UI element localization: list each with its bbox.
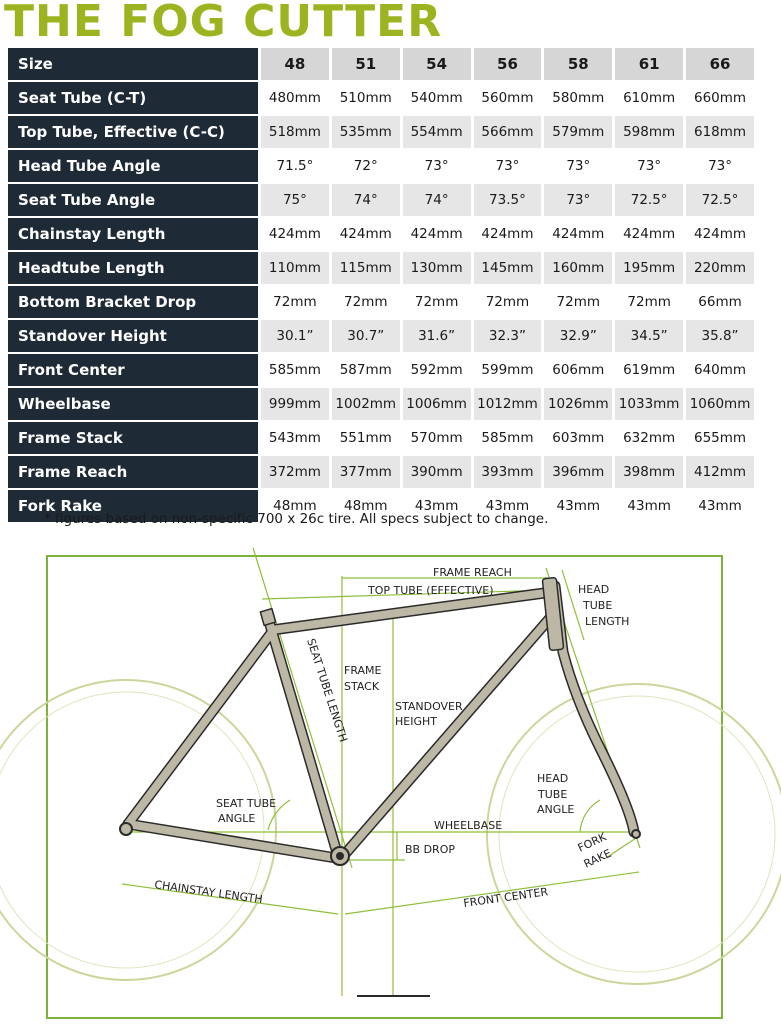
table-cell: 73° bbox=[683, 150, 754, 184]
row-label: Fork Rake bbox=[8, 490, 258, 524]
label-head-tube-angle-1: HEAD bbox=[537, 772, 569, 785]
seat-tube bbox=[268, 618, 338, 856]
table-cell: 72mm bbox=[612, 286, 683, 320]
table-cell: 73° bbox=[541, 184, 612, 218]
size-header: 56 bbox=[471, 48, 542, 82]
row-label: Seat Tube Angle bbox=[8, 184, 258, 218]
table-cell: 543mm bbox=[258, 422, 329, 456]
table-row bbox=[8, 218, 754, 252]
table-cell: 396mm bbox=[541, 456, 612, 490]
table-row bbox=[8, 456, 754, 490]
table-cell: 1006mm bbox=[400, 388, 471, 422]
table-cell: 1060mm bbox=[683, 388, 754, 422]
table-cell: 73° bbox=[541, 150, 612, 184]
row-label: Head Tube Angle bbox=[8, 150, 258, 184]
table-cell: 32.9” bbox=[541, 320, 612, 354]
table-cell: 535mm bbox=[329, 116, 400, 150]
table-cell: 43mm bbox=[400, 490, 471, 524]
table-cell: 145mm bbox=[471, 252, 542, 286]
row-label: Standover Height bbox=[8, 320, 258, 354]
table-cell: 551mm bbox=[329, 422, 400, 456]
label-front-center: FRONT CENTER bbox=[462, 885, 549, 910]
label-head-tube-length-1: HEAD bbox=[578, 583, 610, 596]
size-header: 48 bbox=[258, 48, 329, 82]
table-cell: 390mm bbox=[400, 456, 471, 490]
label-frame-reach: FRAME REACH bbox=[433, 566, 512, 579]
table-cell: 73.5° bbox=[471, 184, 542, 218]
table-cell: 598mm bbox=[612, 116, 683, 150]
table-cell: 72° bbox=[329, 150, 400, 184]
table-cell: 606mm bbox=[541, 354, 612, 388]
row-label: Top Tube, Effective (C-C) bbox=[8, 116, 258, 150]
table-cell: 1002mm bbox=[329, 388, 400, 422]
table-cell: 130mm bbox=[400, 252, 471, 286]
label-standover-2: HEIGHT bbox=[395, 715, 437, 728]
geometry-table bbox=[8, 48, 754, 524]
table-row bbox=[8, 184, 754, 218]
table-cell: 587mm bbox=[329, 354, 400, 388]
table-cell: 160mm bbox=[541, 252, 612, 286]
table-cell: 195mm bbox=[612, 252, 683, 286]
table-row bbox=[8, 422, 754, 456]
table-cell: 579mm bbox=[541, 116, 612, 150]
table-cell: 220mm bbox=[683, 252, 754, 286]
table-cell: 72mm bbox=[329, 286, 400, 320]
table-cell: 580mm bbox=[541, 82, 612, 116]
table-cell: 372mm bbox=[258, 456, 329, 490]
table-cell: 640mm bbox=[683, 354, 754, 388]
label-seat-tube-angle-2: ANGLE bbox=[218, 812, 256, 825]
table-cell: 72.5° bbox=[612, 184, 683, 218]
table-cell: 560mm bbox=[471, 82, 542, 116]
table-cell: 412mm bbox=[683, 456, 754, 490]
footnote: * figures based on non-specific 700 x 26c tire. All specs subject to change. bbox=[44, 511, 549, 527]
table-cell: 48mm bbox=[329, 490, 400, 524]
table-cell: 585mm bbox=[258, 354, 329, 388]
table-row bbox=[8, 388, 754, 422]
table-cell: 660mm bbox=[683, 82, 754, 116]
label-standover-1: STANDOVER bbox=[395, 700, 463, 713]
table-cell: 66mm bbox=[683, 286, 754, 320]
table-cell: 393mm bbox=[471, 456, 542, 490]
table-cell: 1026mm bbox=[541, 388, 612, 422]
table-cell: 632mm bbox=[612, 422, 683, 456]
rear-dropout bbox=[120, 823, 132, 835]
table-cell: 115mm bbox=[329, 252, 400, 286]
table-cell: 424mm bbox=[612, 218, 683, 252]
row-label: Front Center bbox=[8, 354, 258, 388]
seat-collar bbox=[260, 609, 275, 626]
row-label: Frame Reach bbox=[8, 456, 258, 490]
label-wheelbase: WHEELBASE bbox=[434, 819, 503, 832]
table-cell: 424mm bbox=[541, 218, 612, 252]
head-tube-angle-arc bbox=[580, 800, 600, 832]
row-label: Headtube Length bbox=[8, 252, 258, 286]
table-cell: 1012mm bbox=[471, 388, 542, 422]
table-cell: 74° bbox=[329, 184, 400, 218]
table-cell: 72mm bbox=[471, 286, 542, 320]
table-cell: 518mm bbox=[258, 116, 329, 150]
size-header: 51 bbox=[329, 48, 400, 82]
table-cell: 72mm bbox=[400, 286, 471, 320]
table-header-row bbox=[8, 48, 754, 82]
label-chainstay-length: CHAINSTAY LENGTH bbox=[153, 878, 264, 907]
label-head-tube-angle-3: ANGLE bbox=[537, 803, 575, 816]
chainstay bbox=[128, 824, 336, 858]
seatstay bbox=[128, 632, 272, 824]
table-cell: 655mm bbox=[683, 422, 754, 456]
label-frame-stack-1: FRAME bbox=[344, 664, 382, 677]
size-header: 61 bbox=[612, 48, 683, 82]
table-cell: 30.1” bbox=[258, 320, 329, 354]
table-cell: 34.5” bbox=[612, 320, 683, 354]
size-header: 54 bbox=[400, 48, 471, 82]
table-cell: 603mm bbox=[541, 422, 612, 456]
table-cell: 72mm bbox=[258, 286, 329, 320]
table-cell: 480mm bbox=[258, 82, 329, 116]
label-top-tube: TOP TUBE (EFFECTIVE) bbox=[368, 584, 494, 597]
table-cell: 610mm bbox=[612, 82, 683, 116]
front-dropout bbox=[632, 830, 640, 838]
table-row bbox=[8, 320, 754, 354]
table-cell: 570mm bbox=[400, 422, 471, 456]
row-label: Wheelbase bbox=[8, 388, 258, 422]
table-cell: 1033mm bbox=[612, 388, 683, 422]
label-seat-tube-length: SEAT TUBE LENGTH bbox=[304, 636, 350, 744]
table-cell: 43mm bbox=[683, 490, 754, 524]
table-row bbox=[8, 82, 754, 116]
table-cell: 566mm bbox=[471, 116, 542, 150]
row-label: Frame Stack bbox=[8, 422, 258, 456]
table-cell: 424mm bbox=[683, 218, 754, 252]
label-seat-tube-angle-1: SEAT TUBE bbox=[216, 797, 277, 810]
table-cell: 110mm bbox=[258, 252, 329, 286]
table-cell: 71.5° bbox=[258, 150, 329, 184]
table-row bbox=[8, 286, 754, 320]
table-cell: 592mm bbox=[400, 354, 471, 388]
page-title: THE FOG CUTTER bbox=[4, 0, 443, 47]
label-fork-rake-2: RAKE bbox=[581, 846, 614, 871]
size-header: 58 bbox=[541, 48, 612, 82]
table-cell: 73° bbox=[612, 150, 683, 184]
table-cell: 510mm bbox=[329, 82, 400, 116]
table-cell: 43mm bbox=[541, 490, 612, 524]
table-cell: 585mm bbox=[471, 422, 542, 456]
size-header: 66 bbox=[683, 48, 754, 82]
table-cell: 554mm bbox=[400, 116, 471, 150]
table-cell: 424mm bbox=[329, 218, 400, 252]
table-cell: 398mm bbox=[612, 456, 683, 490]
table-cell: 618mm bbox=[683, 116, 754, 150]
label-head-tube-length-3: LENGTH bbox=[585, 615, 630, 628]
table-cell: 73° bbox=[471, 150, 542, 184]
table-row bbox=[8, 150, 754, 184]
table-cell: 74° bbox=[400, 184, 471, 218]
frame-geometry-diagram bbox=[0, 548, 781, 1024]
table-cell: 75° bbox=[258, 184, 329, 218]
label-head-tube-length-2: TUBE bbox=[583, 599, 613, 612]
table-cell: 35.8” bbox=[683, 320, 754, 354]
table-cell: 31.6” bbox=[400, 320, 471, 354]
table-cell: 424mm bbox=[400, 218, 471, 252]
table-cell: 72mm bbox=[541, 286, 612, 320]
table-cell: 540mm bbox=[400, 82, 471, 116]
table-row bbox=[8, 354, 754, 388]
table-cell: 424mm bbox=[258, 218, 329, 252]
table-cell: 377mm bbox=[329, 456, 400, 490]
label-bb-drop: BB DROP bbox=[405, 843, 455, 856]
table-cell: 48mm bbox=[258, 490, 329, 524]
row-label: Bottom Bracket Drop bbox=[8, 286, 258, 320]
table-cell: 999mm bbox=[258, 388, 329, 422]
table-cell: 30.7” bbox=[329, 320, 400, 354]
table-cell: 43mm bbox=[471, 490, 542, 524]
label-fork-rake-1: FORK bbox=[575, 830, 609, 855]
table-cell: 599mm bbox=[471, 354, 542, 388]
table-row bbox=[8, 116, 754, 150]
label-head-tube-angle-2: TUBE bbox=[538, 788, 568, 801]
table-cell: 424mm bbox=[471, 218, 542, 252]
table-cell: 32.3” bbox=[471, 320, 542, 354]
header-label: Size bbox=[8, 48, 258, 82]
table-cell: 619mm bbox=[612, 354, 683, 388]
table-cell: 72.5° bbox=[683, 184, 754, 218]
table-row bbox=[8, 252, 754, 286]
row-label: Seat Tube (C-T) bbox=[8, 82, 258, 116]
label-frame-stack-2: STACK bbox=[344, 680, 380, 693]
row-label: Chainstay Length bbox=[8, 218, 258, 252]
table-cell: 43mm bbox=[612, 490, 683, 524]
table-cell: 73° bbox=[400, 150, 471, 184]
